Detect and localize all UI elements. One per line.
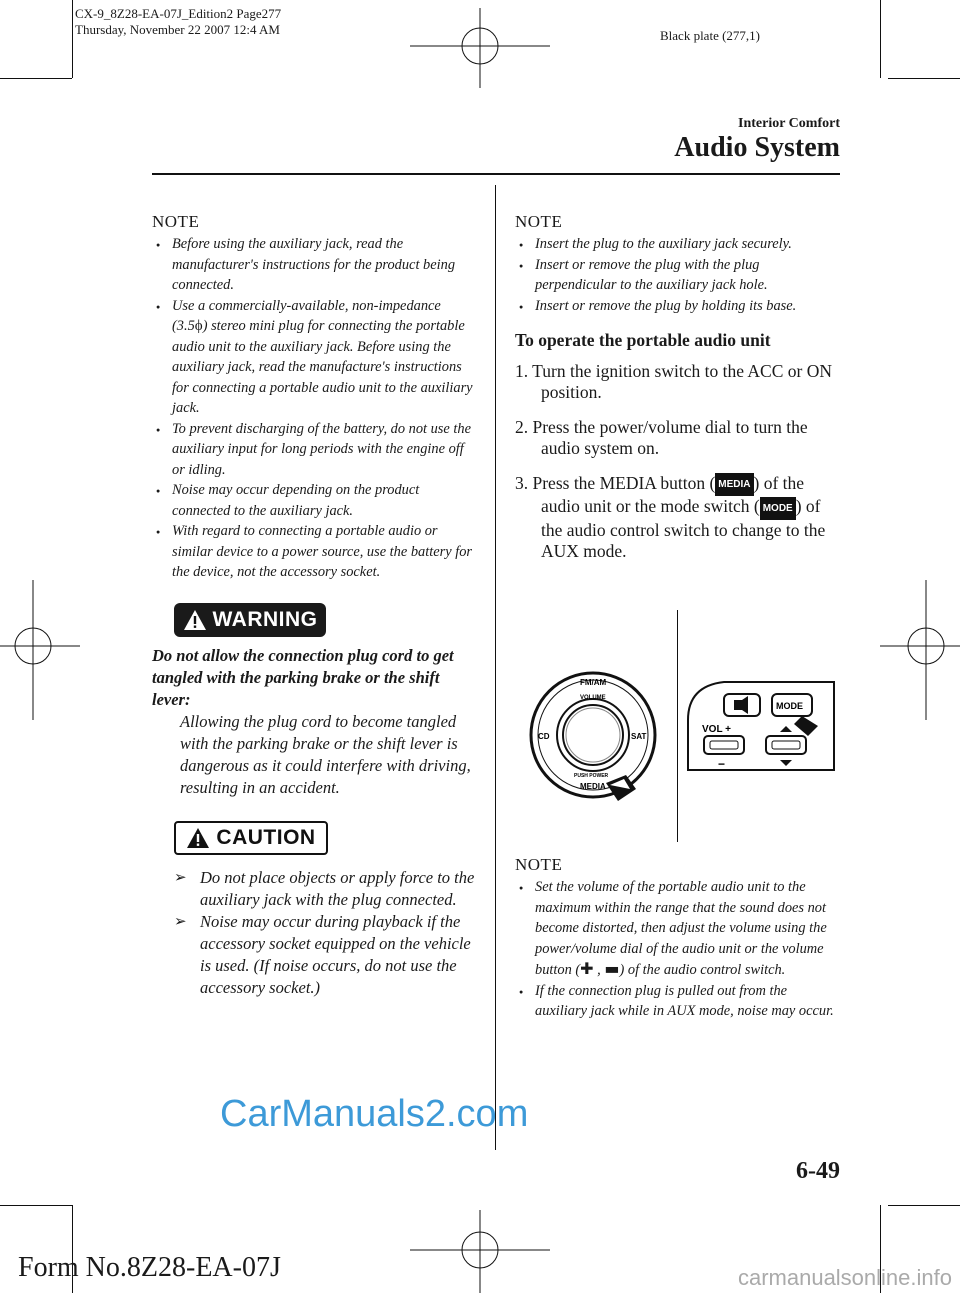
minus-icon: ▬ (604, 959, 620, 978)
audio-unit-dial-illustration (518, 665, 668, 805)
right-column-note2 (515, 855, 841, 1022)
label-push-power: PUSH POWER (574, 773, 609, 779)
chapter-title: Audio System (674, 132, 840, 163)
step-text: ) of the audio control switch to change to the AUX mode. (541, 496, 826, 561)
warning-label: WARNING (212, 607, 318, 631)
caution-label: CAUTION (216, 825, 316, 849)
list-item: ● Before using the auxiliary jack, read the manufacturer's instructions for the product being connected. (152, 234, 477, 296)
label-fm-am: FM/AM (580, 678, 607, 687)
warning-text: Do not allow the connection plug cord to get tangled with the parking brake or the shift lever: (152, 645, 454, 709)
registration-mark-top (410, 8, 550, 88)
note-heading: NOTE (515, 212, 563, 231)
phi-symbol: ϕ (194, 318, 203, 334)
crop-mark (888, 1205, 960, 1206)
crop-mark (880, 0, 881, 78)
list-item: ● Insert the plug to the auxiliary jack securely. (515, 234, 841, 255)
caution-list (172, 867, 477, 999)
note-list (515, 877, 841, 1022)
registration-mark-bottom (410, 1210, 550, 1293)
list-item: ● Set the volume of the portable audio unit to the maximum within the range that the sound does not become distorted, then adjust the volume using the power/volume dial of the audio unit or the volume button (✚ , ▬) of the audio control switch. (515, 877, 841, 981)
section-title: Interior Comfort (738, 116, 840, 131)
warning-badge (174, 603, 326, 637)
slug-line-1: CX-9_8Z28-EA-07J_Edition2 Page277 (75, 6, 282, 21)
crop-mark (0, 1205, 72, 1206)
step-text: 3. Press the MEDIA button ( (515, 473, 716, 493)
list-item: ● Insert or remove the plug with the plug perpendicular to the auxiliary jack hole. (515, 255, 841, 296)
label-vol-plus: VOL + (702, 724, 731, 735)
audio-control-switch-illustration (684, 680, 844, 780)
step-item (515, 473, 841, 562)
label-minus: − (718, 757, 726, 771)
mode-button-icon: MODE (760, 497, 796, 520)
registration-mark-right (880, 580, 960, 720)
caution-badge (174, 821, 328, 855)
subheading: To operate the portable audio unit (515, 330, 771, 350)
warning-icon (186, 827, 210, 849)
note-heading: NOTE (152, 212, 200, 231)
label-mode: MODE (776, 701, 803, 711)
label-sat: SAT (631, 732, 647, 741)
plate-label: Black plate (277,1) (660, 28, 760, 43)
note-text: ) stereo mini plug for connecting the portable audio unit to the auxiliary jack. Before using the auxiliary jack, read the manufacture's instructions for connecting a portable audio unit to the auxiliary jack. (172, 318, 473, 416)
media-button-icon: MEDIA (715, 473, 753, 496)
page-number: 6-49 (796, 1158, 840, 1184)
list-item: ➢ Noise may occur during playback if the accessory socket equipped on the vehicle is used. (If noise occurs, do not use the accessory socket.) (172, 911, 477, 999)
label-cd: CD (538, 732, 550, 741)
note-list (152, 234, 477, 583)
note-text: Set the volume of the portable audio unit to the maximum within the range that the sound does not become distorted, then adjust the volume using the power/volume dial of the audio unit or the volume button ( (535, 879, 827, 978)
list-item: ● To prevent discharging of the battery, do not use the auxiliary input for long periods with the engine off or idling. (152, 419, 477, 481)
list-item: ● Insert or remove the plug by holding its base. (515, 296, 841, 317)
plus-icon: ✚ (580, 959, 594, 978)
note-text: ) of the audio control switch. (619, 962, 786, 978)
form-number: Form No.8Z28-EA-07J (18, 1252, 281, 1283)
slug-line-2: Thursday, November 22 2007 12:4 AM (75, 22, 280, 37)
illustration-divider (677, 610, 678, 842)
note-heading: NOTE (515, 855, 563, 874)
warning-detail: Allowing the plug cord to become tangled with the parking brake or the shift lever is dangerous as it could interfere with driving, resulting in an accident. (180, 711, 471, 797)
header-rule (152, 173, 840, 175)
list-item: ➢ Do not place objects or apply force to the auxiliary jack with the plug connected. (172, 867, 477, 911)
crop-mark (72, 0, 73, 78)
registration-mark-left (0, 580, 80, 720)
list-item: ● Noise may occur depending on the product connected to the auxiliary jack. (152, 480, 477, 521)
step-item: 1. Turn the ignition switch to the ACC or ON position. (515, 361, 832, 402)
warning-icon (183, 609, 207, 631)
list-item: ● With regard to connecting a portable audio or similar device to a power source, use the battery for the device, not the accessory socket. (152, 521, 477, 583)
note-text: Use a commercially-available, non-impedance (3.5 (172, 297, 441, 334)
crop-mark (0, 78, 72, 79)
label-media: MEDIA (580, 782, 606, 791)
step-item: 2. Press the power/volume dial to turn the audio system on. (515, 417, 808, 458)
right-column (515, 212, 841, 576)
footer-url: carmanualsonline.info (737, 1265, 952, 1290)
left-column (152, 212, 477, 999)
print-slug (75, 6, 281, 38)
crop-mark (888, 78, 960, 79)
watermark: CarManuals2.com (220, 1093, 529, 1135)
list-item (152, 296, 477, 419)
list-item: ● If the connection plug is pulled out from the auxiliary jack while in AUX mode, noise may occur. (515, 981, 841, 1022)
note-list (515, 234, 841, 316)
column-divider (495, 185, 496, 1150)
label-volume: VOLUME (580, 695, 606, 701)
step-text: ) of the audio unit or the mode switch ( (541, 473, 805, 517)
step-list (515, 361, 841, 562)
